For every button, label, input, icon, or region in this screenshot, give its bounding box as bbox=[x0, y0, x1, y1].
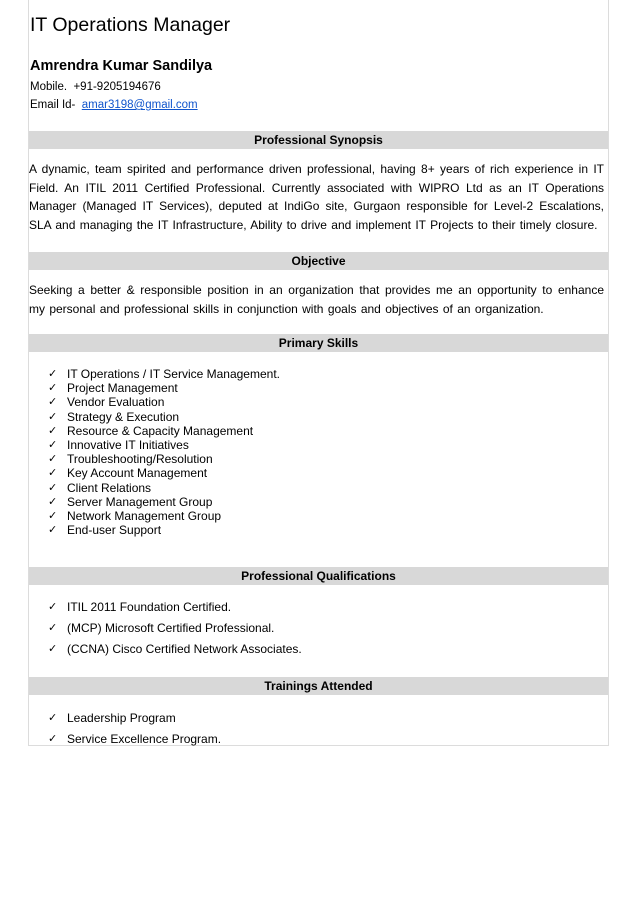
list-item-text: Resource & Capacity Management bbox=[67, 423, 254, 438]
list-item-text: Innovative IT Initiatives bbox=[67, 438, 189, 453]
list-item bbox=[48, 410, 280, 424]
list-item-text: (CCNA) Cisco Certified Network Associates. bbox=[67, 642, 302, 656]
checkmark-icon: ✓ bbox=[48, 510, 58, 523]
section-header-qualifications: Professional Qualifications bbox=[29, 567, 608, 585]
email-label: Email Id- bbox=[30, 99, 76, 111]
list-item bbox=[48, 708, 221, 729]
list-item bbox=[48, 481, 280, 495]
list-item-text: Troubleshooting/Resolution bbox=[67, 452, 213, 467]
list-item-text: Key Account Management bbox=[67, 466, 208, 481]
list-item bbox=[48, 438, 280, 452]
list-item-text: Service Excellence Program. bbox=[67, 732, 222, 746]
qualifications-list bbox=[48, 597, 302, 660]
checkmark-icon: ✓ bbox=[48, 481, 58, 494]
list-item bbox=[48, 452, 280, 466]
checkmark-icon: ✓ bbox=[48, 643, 58, 655]
list-item-text: End-user Support bbox=[67, 523, 162, 538]
checkmark-icon: ✓ bbox=[48, 382, 58, 395]
section-header-trainings: Trainings Attended bbox=[29, 677, 608, 695]
section-header-skills: Primary Skills bbox=[29, 334, 608, 352]
checkmark-icon: ✓ bbox=[48, 453, 58, 466]
checkmark-icon: ✓ bbox=[48, 439, 58, 452]
list-item-text: Client Relations bbox=[67, 480, 152, 495]
list-item-text: (MCP) Microsoft Certified Professional. bbox=[67, 621, 275, 635]
checkmark-icon: ✓ bbox=[48, 396, 58, 409]
synopsis-text: A dynamic, team spirited and performance driven professional, having 8+ years of rich experience in IT Field. An ITIL 2011 Certified Professional. Currently associated with WIPRO Ltd as an IT Operations Manager (Managed IT Services), deputed at IndiGo site, Gurgaon responsible for Level-2 Escalations, SLA and managing the IT Infrastructure, Ability to drive and implement IT Projects to their timely closure. bbox=[29, 162, 604, 232]
list-item-text: Project Management bbox=[67, 381, 178, 396]
list-item bbox=[48, 523, 280, 537]
list-item bbox=[48, 424, 280, 438]
document-title: IT Operations Manager bbox=[30, 14, 231, 36]
checkmark-icon: ✓ bbox=[48, 368, 58, 380]
list-item-text: ITIL 2011 Foundation Certified. bbox=[67, 600, 232, 614]
email-link[interactable]: amar3198@gmail.com bbox=[81, 99, 198, 111]
list-item bbox=[48, 639, 302, 660]
checkmark-icon: ✓ bbox=[48, 424, 58, 437]
candidate-name: Amrendra Kumar Sandilya bbox=[30, 58, 213, 74]
list-item-text: Server Management Group bbox=[67, 494, 213, 509]
checkmark-icon: ✓ bbox=[48, 467, 58, 480]
checkmark-icon: ✓ bbox=[48, 622, 58, 634]
list-item-text: Leadership Program bbox=[67, 711, 176, 725]
list-item bbox=[48, 395, 280, 409]
section-header-objective: Objective bbox=[29, 252, 608, 270]
checkmark-icon: ✓ bbox=[48, 495, 58, 508]
checkmark-icon: ✓ bbox=[48, 733, 58, 745]
section-header-synopsis: Professional Synopsis bbox=[29, 131, 608, 149]
objective-text: Seeking a better & responsible position in an organization that provides me an opportunity to enhance my personal and professional skills in conjunction with goals and objectives of an organization. bbox=[29, 283, 604, 316]
list-item bbox=[48, 381, 280, 395]
list-item bbox=[48, 597, 302, 618]
mobile-number: +91-9205194676 bbox=[73, 81, 161, 93]
list-item bbox=[48, 367, 280, 381]
list-item-text: Vendor Evaluation bbox=[67, 395, 165, 410]
checkmark-icon: ✓ bbox=[48, 410, 58, 423]
email-line bbox=[30, 99, 198, 111]
list-item bbox=[48, 466, 280, 480]
checkmark-icon: ✓ bbox=[48, 524, 58, 537]
list-item-text: Network Management Group bbox=[67, 509, 222, 524]
list-item bbox=[48, 495, 280, 509]
checkmark-icon: ✓ bbox=[48, 601, 58, 613]
list-item bbox=[48, 618, 302, 639]
checkmark-icon: ✓ bbox=[48, 712, 58, 724]
trainings-list bbox=[48, 708, 221, 750]
list-item bbox=[48, 509, 280, 523]
list-item-text: IT Operations / IT Service Management. bbox=[67, 367, 280, 381]
skills-list bbox=[48, 367, 280, 537]
mobile-label: Mobile. bbox=[30, 81, 68, 93]
list-item-text: Strategy & Execution bbox=[67, 409, 180, 424]
list-item bbox=[48, 729, 221, 750]
mobile-line bbox=[30, 81, 161, 93]
